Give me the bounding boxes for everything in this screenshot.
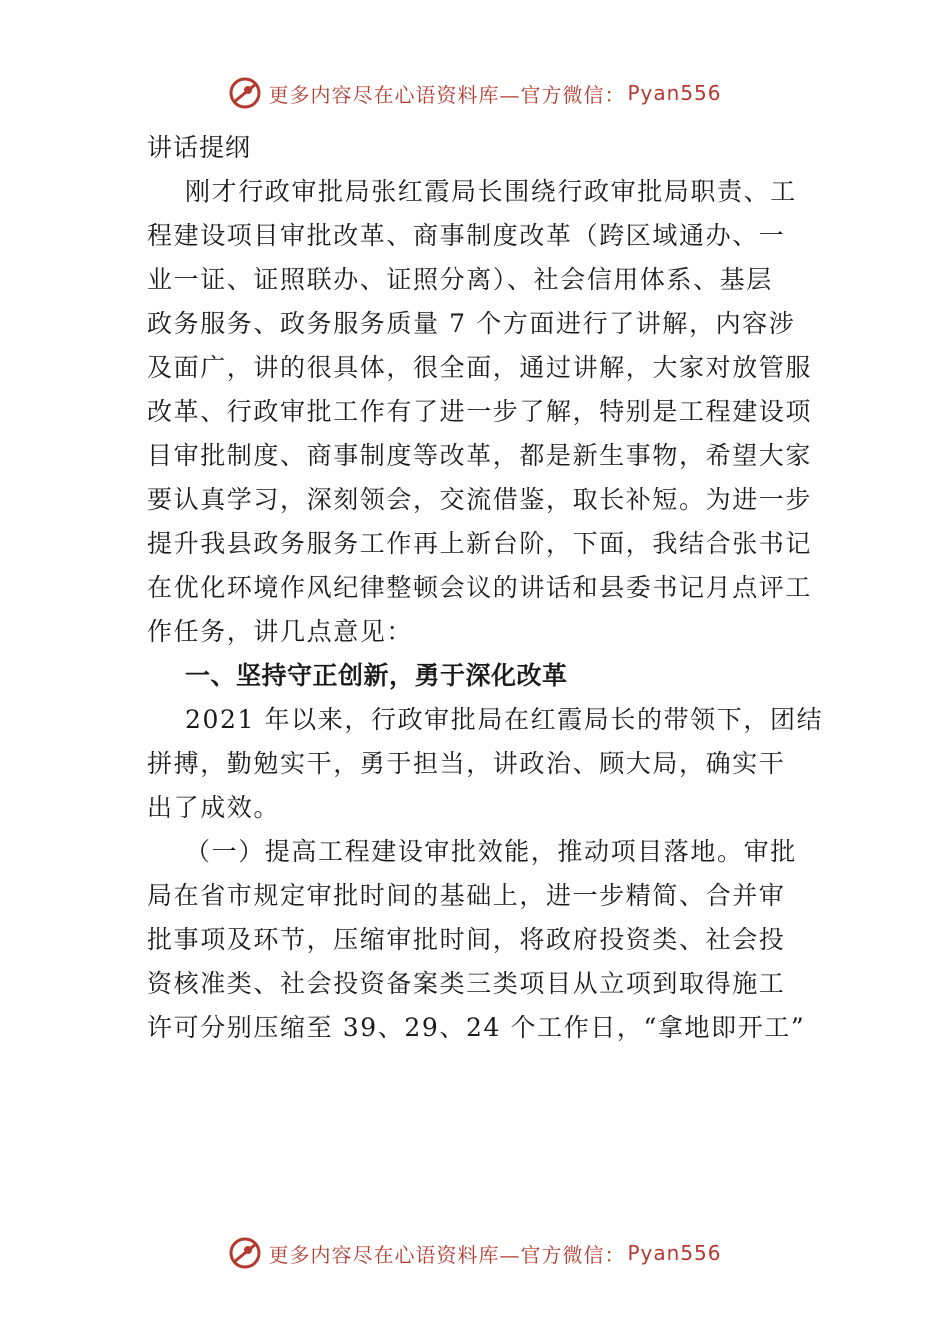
section-heading: 一、坚持守正创新，勇于深化改革	[185, 661, 568, 690]
paragraph-engineering-approval	[147, 830, 807, 1050]
text-line: 许可分别压缩至 39、29、24 个工作日，“拿地即开工”	[147, 1013, 806, 1042]
text-line: 改革、行政审批工作有了进一步了解，特别是工程建设项	[147, 397, 813, 426]
text-line: 在优化环境作风纪律整顿会议的讲话和县委书记月点评工	[147, 573, 813, 602]
watermark-account: Pyan556	[627, 81, 722, 105]
text-line: 作任务，讲几点意见：	[147, 617, 414, 646]
text-line: 政务服务、政务服务质量 7 个方面进行了讲解，内容涉	[147, 309, 796, 338]
text-line: 拼搏，勤勉实干，勇于担当，讲政治、顾大局，确实干	[147, 749, 786, 778]
text-line: 目审批制度、商事制度等改革，都是新生事物，希望大家	[147, 441, 813, 470]
watermark-header	[0, 71, 950, 115]
document-body	[147, 126, 824, 1050]
paragraph-intro	[147, 170, 813, 654]
watermark-text: 更多内容尽在心语资料库—官方微信：	[268, 1242, 626, 1267]
watermark-text: 更多内容尽在心语资料库—官方微信：	[268, 82, 626, 107]
brand-logo-icon	[228, 1236, 262, 1270]
brand-logo-icon	[228, 76, 262, 110]
watermark-account: Pyan556	[627, 1241, 722, 1265]
text-line: 业一证、证照联办、证照分离）、社会信用体系、基层	[147, 265, 773, 294]
paragraph-achievements	[147, 698, 824, 830]
text-line: 提升我县政务服务工作再上新台阶，下面，我结合张书记	[147, 529, 813, 558]
text-line: 刚才行政审批局张红霞局长围绕行政审批局职责、工	[185, 177, 797, 206]
text-line: 资核准类、社会投资备案类三类项目从立项到取得施工	[147, 969, 786, 998]
document-title: 讲话提纲	[147, 133, 252, 162]
text-line: 及面广，讲的很具体，很全面，通过讲解，大家对放管服	[147, 353, 813, 382]
text-line: 2021 年以来，行政审批局在红霞局长的带领下，团结	[185, 705, 824, 734]
watermark-footer	[0, 1231, 950, 1275]
text-line: （一）提高工程建设审批效能，推动项目落地。审批	[185, 837, 797, 866]
text-line: 局在省市规定审批时间的基础上，进一步精简、合并审	[147, 881, 786, 910]
text-line: 要认真学习，深刻领会，交流借鉴，取长补短。为进一步	[147, 485, 813, 514]
text-line: 程建设项目审批改革、商事制度改革（跨区域通办、一	[147, 221, 786, 250]
text-line: 批事项及环节，压缩审批时间，将政府投资类、社会投	[147, 925, 786, 954]
text-line: 出了成效。	[147, 793, 281, 822]
